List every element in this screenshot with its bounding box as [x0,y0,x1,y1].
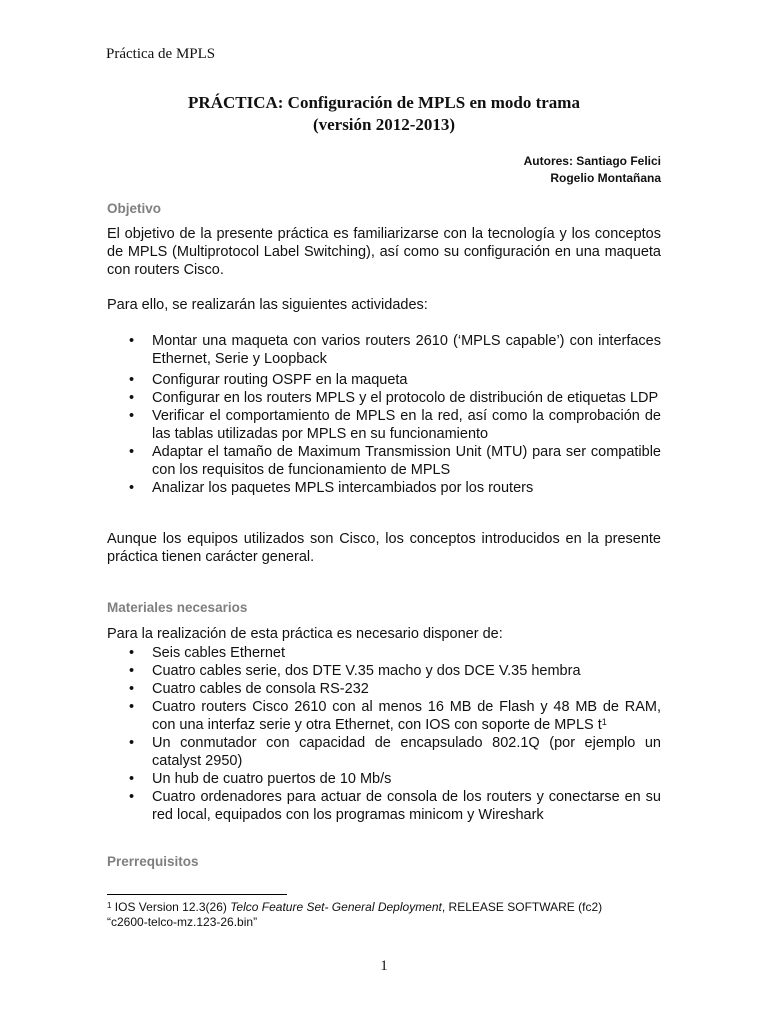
footnote-reference[interactable]: 1 [601,717,607,727]
title-line-2: (versión 2012-2013) [312,115,456,134]
list-item: • Configurar routing OSPF en la maqueta [107,371,661,389]
list-item: • Cuatro cables de consola RS-232 [107,680,661,698]
authors-block [524,153,661,187]
list-item: • Configurar en los routers MPLS y el protocolo de distribución de etiquetas LDP [107,389,661,407]
list-item: • Un conmutador con capacidad de encapsulado 802.1Q (por ejemplo un catalyst 2950) [107,734,661,770]
section-heading-prerrequisitos: Prerrequisitos [107,854,199,869]
authors-line-2: Rogelio Montañana [550,171,661,185]
list-item: • Cuatro cables serie, dos DTE V.35 macho y dos DCE V.35 hembra [107,662,661,680]
footnote [107,900,602,930]
title-line-1: PRÁCTICA: Configuración de MPLS en modo trama [188,93,580,112]
materials-list [107,644,661,824]
list-item: • Cuatro ordenadores para actuar de consola de los routers y conectarse en su red local, equipados con los programas minicom y Wireshark [107,788,661,824]
activities-list [107,332,661,497]
list-item: • Seis cables Ethernet [107,644,661,662]
closing-paragraph [107,530,661,566]
footnote-divider [107,894,287,895]
running-header: Práctica de MPLS [106,46,216,62]
footnote-line-1 [107,900,602,915]
list-item: • Montar una maqueta con varios routers 2610 (‘MPLS capable’) con interfaces Ethernet, Serie y Loopback [107,332,661,368]
section-heading-materiales: Materiales necesarios [107,600,248,615]
footnote-text-italic: Telco Feature Set- General Deployment [230,900,442,914]
footnote-line-2: “c2600-telco-mz.123-26.bin” [107,915,258,929]
page-number: 1 [380,958,388,974]
materiales-intro [107,625,661,643]
list-item: • Adaptar el tamaño de Maximum Transmission Unit (MTU) para ser compatible con los requisitos de funcionamiento de MPLS [107,443,661,479]
list-item [107,698,661,734]
section-heading-objetivo: Objetivo [107,201,162,216]
authors-line-1: Autores: Santiago Felici [523,154,661,168]
footnote-marker: 1 [107,901,112,910]
list-item: • Verificar el comportamiento de MPLS en la red, así como la comprobación de las tablas utilizadas por MPLS en su funcionamiento [107,407,661,443]
footnote-text-a: IOS Version 12.3(26) [114,900,231,914]
closing-text: Aunque los equipos utilizados son Cisco, los conceptos introducidos en la presente práctica tienen carácter general. [107,531,661,565]
activities-intro-text: Para ello, se realizarán las siguientes actividades: [107,297,428,313]
objetivo-text: El objetivo de la presente práctica es familiarizarse con la tecnología y los conceptos de MPLS (Multiprotocol Label Switching), así como su configuración en una maqueta con routers Cisco. [107,226,661,278]
list-item: • Un hub de cuatro puertos de 10 Mb/s [107,770,661,788]
materiales-intro-text: Para la realización de esta práctica es necesario disponer de: [107,626,503,642]
activities-intro [107,296,661,314]
document-title [0,92,768,136]
list-item-text: Cuatro routers Cisco 2610 con al menos 16 MB de Flash y 48 MB de RAM, con una interfaz serie y otra Ethernet, con IOS con soporte de MPLS t [152,699,661,733]
footnote-text-b: , RELEASE SOFTWARE (fc2) [441,900,603,914]
list-item: • Analizar los paquetes MPLS intercambiados por los routers [107,479,661,497]
objetivo-paragraph [107,225,661,279]
